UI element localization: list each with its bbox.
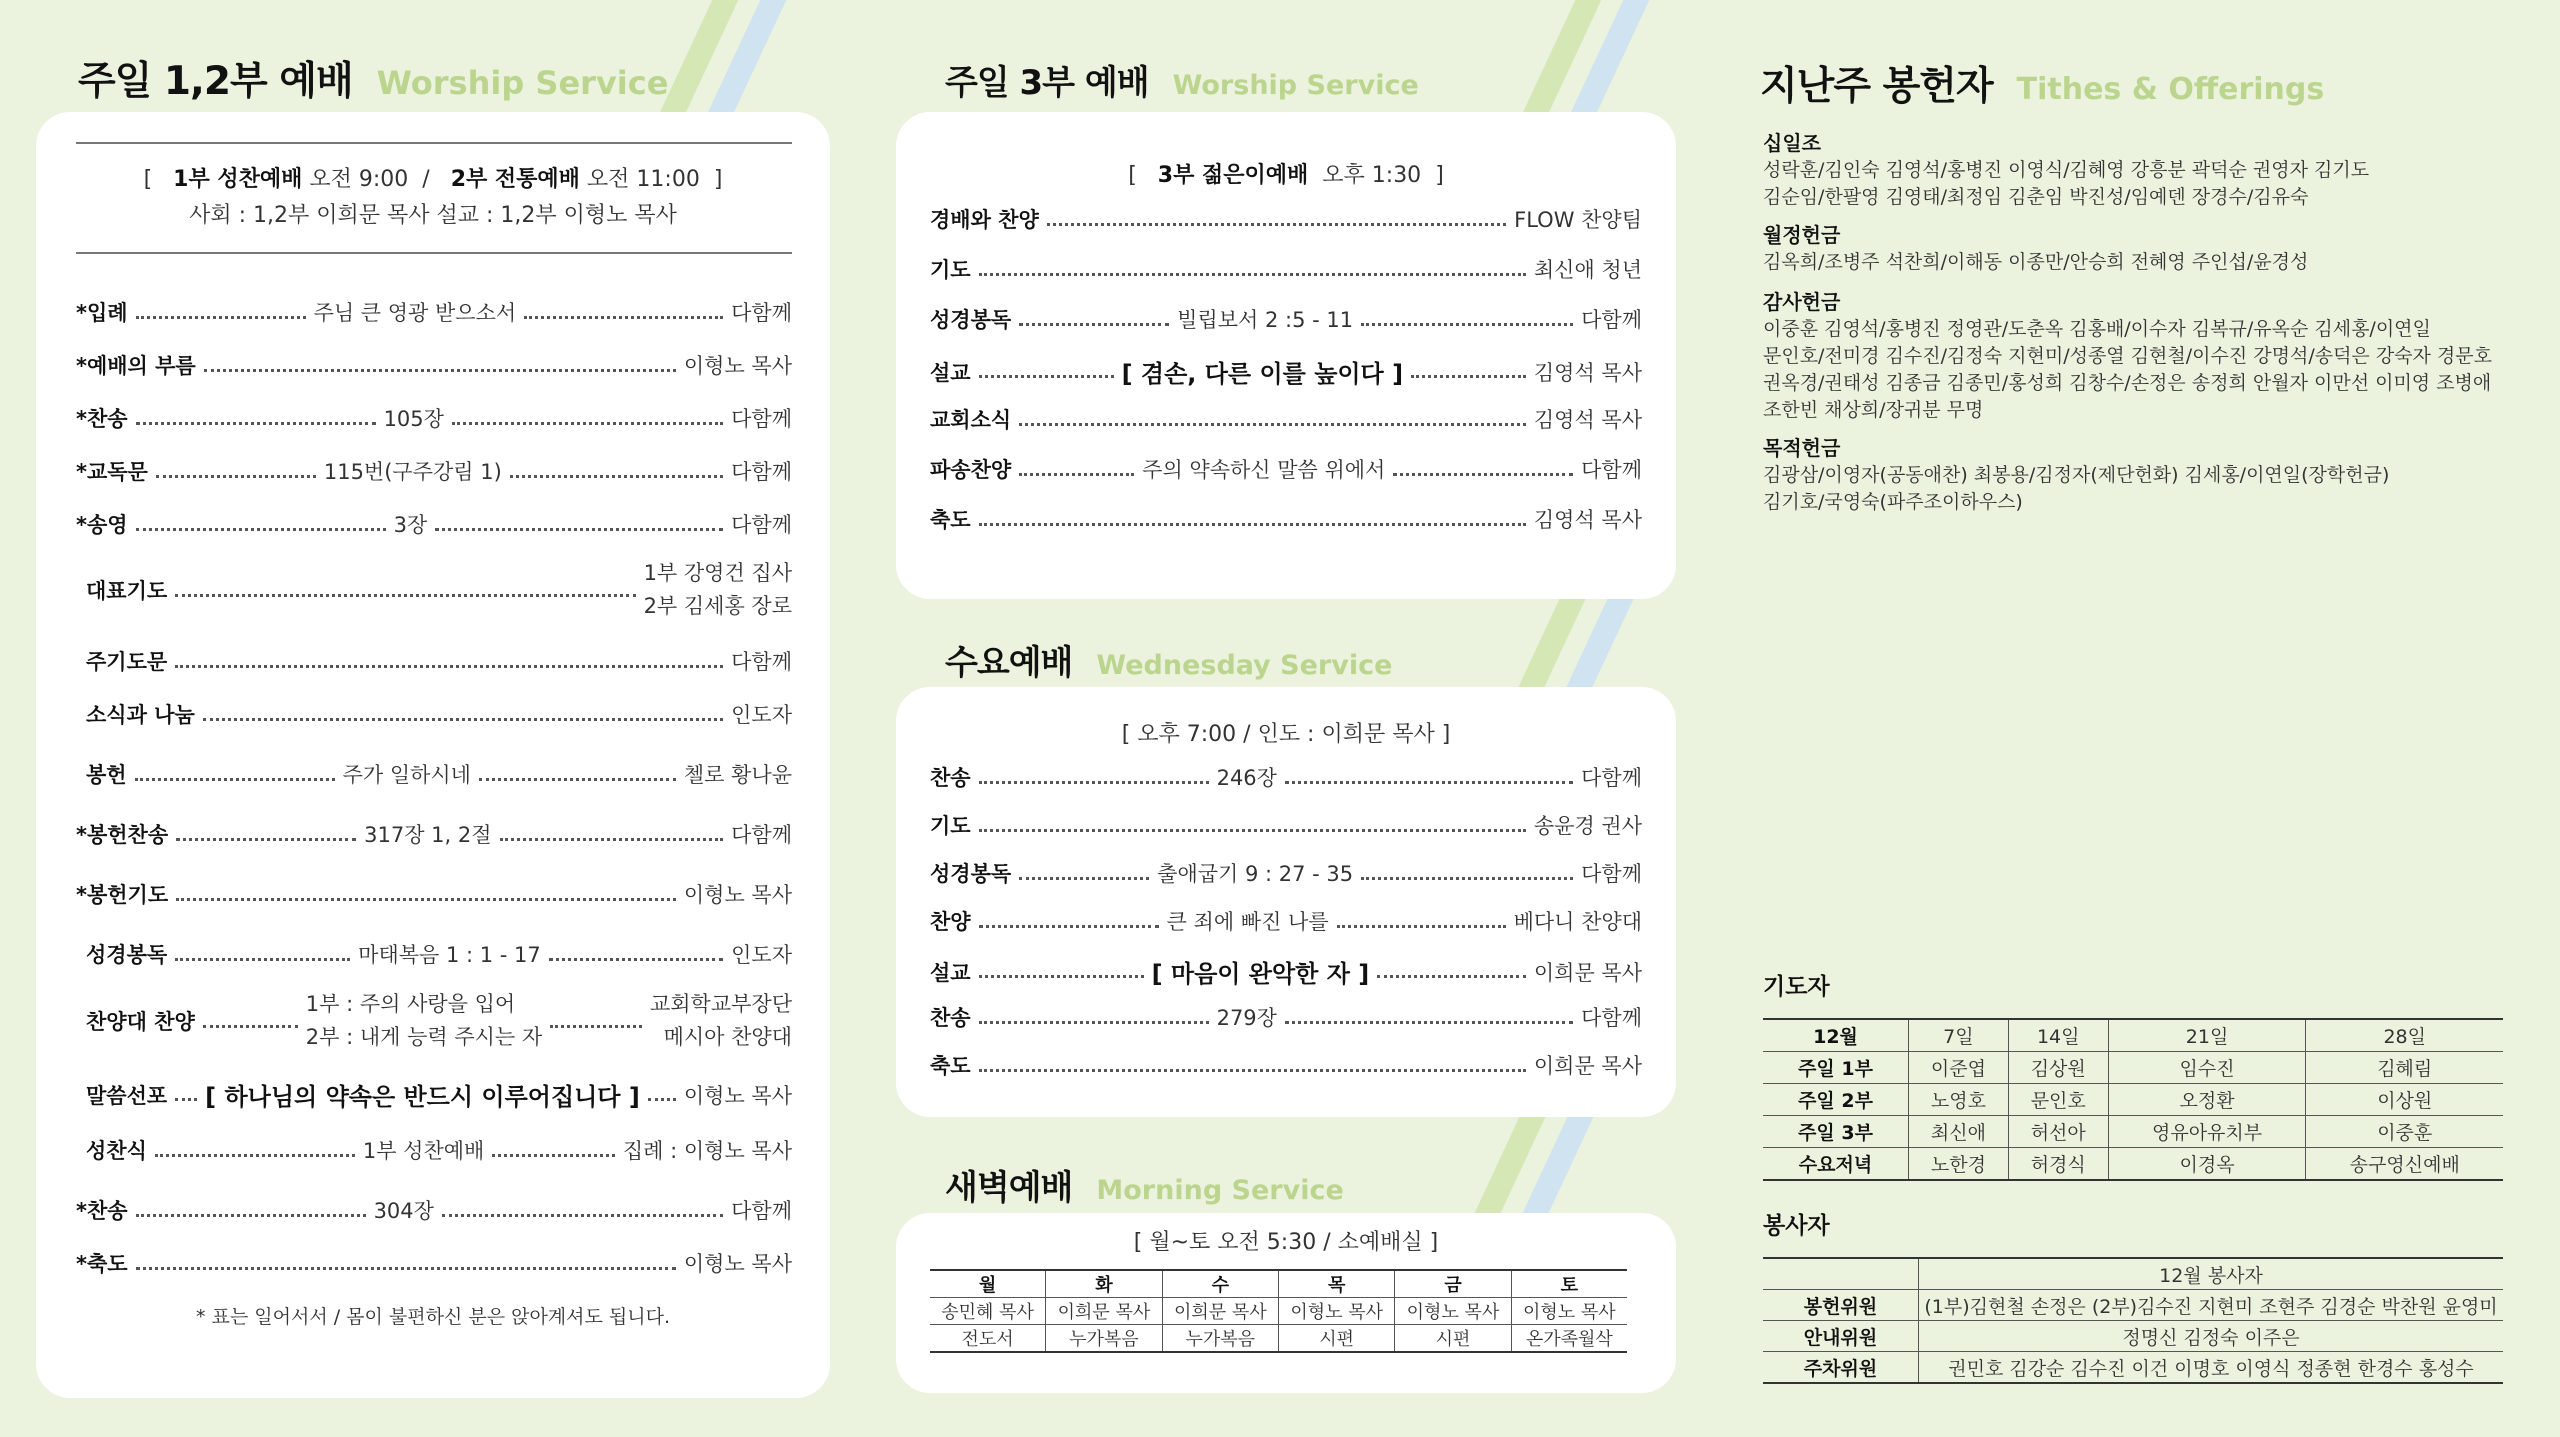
order-row: 성경봉독 마태복음 1 : 1 - 17 인도자 — [86, 943, 792, 967]
order-row: 찬송 246장 다함께 — [930, 766, 1642, 790]
volunteers-header-row: 12월 봉사자 — [1763, 1258, 2503, 1290]
order-row: 봉헌 주가 일하시네 첼로 황나윤 — [86, 763, 792, 787]
worship-12-title-en: Worship Service — [376, 64, 669, 102]
dawn-title: 새벽예배 Morning Service — [945, 1168, 1344, 1208]
order-row: 축도 이희문 목사 — [930, 1054, 1642, 1078]
offering-section-tithe: 십일조 성락훈/김인숙 김영석/홍병진 이영식/김혜영 강흥분 곽덕순 권영자 김기도 김순임/한팔영 김영태/최정임 김춘임 박진성/임예덴 장경수/김유숙 — [1763, 131, 2370, 208]
worship-3-card — [896, 112, 1676, 599]
table-row: 주일 3부 최신애 허선아 영유아유치부 이중훈 — [1763, 1116, 2503, 1148]
divider — [76, 142, 792, 144]
table-row: 안내위원 정명신 김정숙 이주은 — [1763, 1321, 2503, 1352]
order-row: 축도 김영석 목사 — [930, 508, 1642, 532]
order-row: *찬송 105장 다함께 — [76, 407, 792, 431]
table-row: 수요저녁 노한경 허경식 이경옥 송구영신예배 — [1763, 1148, 2503, 1181]
dawn-leaders-row: 송민혜 목사 이희문 목사 이희문 목사 이형노 목사 이형노 목사 이형노 목사 — [930, 1298, 1627, 1325]
order-row: 성경봉독 출애굽기 9 : 27 - 35 다함께 — [930, 862, 1642, 886]
order-row: *입례 주님 큰 영광 받으소서 다함께 — [76, 301, 792, 325]
order-row: *예배의 부름 이형노 목사 — [76, 354, 792, 378]
order-row: 찬양대 찬양 1부 : 주의 사랑을 입어 2부 : 내게 능력 주시는 자 교회학교부장단 메시아 찬양대 — [86, 992, 792, 1049]
order-row: 설교 [ 겸손, 다른 이를 높이다 ] 김영석 목사 — [930, 360, 1642, 388]
order-row: 교회소식 김영석 목사 — [930, 408, 1642, 432]
table-row: 주일 1부 이준엽 김상원 임수진 김혜림 — [1763, 1052, 2503, 1084]
order-row: 찬송 279장 다함께 — [930, 1006, 1642, 1030]
footnote: * 표는 일어서서 / 몸이 불편하신 분은 앉아계셔도 됩니다. — [195, 1306, 671, 1328]
offering-section-purpose: 목적헌금 김광삼/이영자(공동애찬) 최봉용/김정자(제단헌화) 김세홍/이연일(장학헌금) 김기호/국영숙(파주조이하우스) — [1763, 436, 2390, 513]
order-row: 찬양 큰 죄에 빠진 나를 베다니 찬양대 — [930, 910, 1642, 934]
order-row: 대표기도 1부 강영건 집사 2부 김세홍 장로 — [86, 561, 792, 618]
order-row: 파송찬양 주의 약속하신 말씀 위에서 다함께 — [930, 458, 1642, 482]
volunteers-table — [1763, 1257, 2503, 1384]
order-row: 경배와 찬양 FLOW 찬양팀 — [930, 208, 1642, 232]
dawn-days-row: 월 화 수 목 금 토 — [930, 1270, 1627, 1298]
divider — [76, 252, 792, 254]
worship-12-header-line1: [ 1부 성찬예배 오전 9:00 / 2부 전통예배 오전 11:00 ] — [143, 167, 723, 192]
order-row: *봉헌찬송 317장 1, 2절 다함께 — [76, 823, 792, 847]
worship-12-card — [36, 112, 830, 1398]
offering-section-monthly: 월정헌금 김옥희/조병주 석찬희/이해동 이종만/안승희 전혜영 주인섭/윤경성 — [1763, 223, 2309, 273]
order-row: 주기도문 다함께 — [86, 650, 792, 674]
dawn-texts-row: 전도서 누가복음 누가복음 시편 시편 온가족월삭 — [930, 1325, 1627, 1353]
order-row: 설교 [ 마음이 완악한 자 ] 이희문 목사 — [930, 960, 1642, 988]
order-row: *봉헌기도 이형노 목사 — [76, 883, 792, 907]
order-row: 소식과 나눔 인도자 — [86, 703, 792, 727]
worship-12-title — [78, 50, 668, 106]
volunteers-title: 봉사자 — [1763, 1213, 1830, 1239]
offering-section-thanks: 감사헌금 이중훈 김영석/홍병진 정영관/도춘옥 김홍배/이수자 김복규/유옥순 김세홍/이연일 문인호/전미경 김수진/김정숙 지현미/성종열 김현철/이수진 강명석/송덕은 강숙자 경문호 권옥경/권태성 김종금 김종민/홍성희 김창수/손정은 송정희 안월자 이만선 이미영 조병애 조한빈 채상희/장귀분 무명 — [1763, 290, 2492, 421]
order-row: *송영 3장 다함께 — [76, 513, 792, 537]
worship-12-title-ko: 주일 1,2부 예배 — [78, 59, 353, 104]
offerings-title: 지난주 봉헌자 Tithes & Offerings — [1760, 64, 2325, 109]
order-row: *축도 이형노 목사 — [76, 1252, 792, 1276]
order-row: *교독문 115번(구주강림 1) 다함께 — [76, 460, 792, 484]
order-row: 말씀선포 [ 하나님의 약속은 반드시 이루어집니다 ] 이형노 목사 — [86, 1083, 792, 1111]
table-row: 봉헌위원 (1부)김현철 손정은 (2부)김수진 지현미 조현주 김경순 박찬원 윤영미 — [1763, 1290, 2503, 1321]
dawn-header: [ 월~토 오전 5:30 / 소예배실 ] — [1133, 1230, 1439, 1255]
wednesday-card — [896, 687, 1676, 1117]
order-row: 기도 송윤경 권사 — [930, 814, 1642, 838]
prayers-header-row: 12월 7일 14일 21일 28일 — [1763, 1019, 2503, 1052]
dawn-card — [896, 1213, 1676, 1393]
worship-3-header: [ 3부 젊은이예배 오후 1:30 ] — [1128, 163, 1444, 188]
order-row: 성경봉독 빌립보서 2 :5 - 11 다함께 — [930, 308, 1642, 332]
table-row: 주차위원 권민호 김강순 김수진 이건 이명호 이영식 정종현 한경수 홍성수 — [1763, 1352, 2503, 1384]
worship-12-header-line2: 사회 : 1,2부 이희문 목사 설교 : 1,2부 이형노 목사 — [189, 203, 677, 228]
wednesday-header: [ 오후 7:00 / 인도 : 이희문 목사 ] — [1121, 722, 1451, 747]
order-row: 기도 최신애 청년 — [930, 258, 1642, 282]
wednesday-title: 수요예배 Wednesday Service — [945, 643, 1393, 683]
table-row: 주일 2부 노영호 문인호 오정환 이상원 — [1763, 1084, 2503, 1116]
worship-3-title: 주일 3부 예배 Worship Service — [945, 63, 1419, 103]
order-row: *찬송 304장 다함께 — [76, 1199, 792, 1223]
order-row: 성찬식 1부 성찬예배 집례 : 이형노 목사 — [86, 1139, 792, 1163]
prayers-title: 기도자 — [1763, 974, 1830, 1000]
dawn-table — [930, 1269, 1627, 1353]
prayers-table — [1763, 1018, 2503, 1181]
